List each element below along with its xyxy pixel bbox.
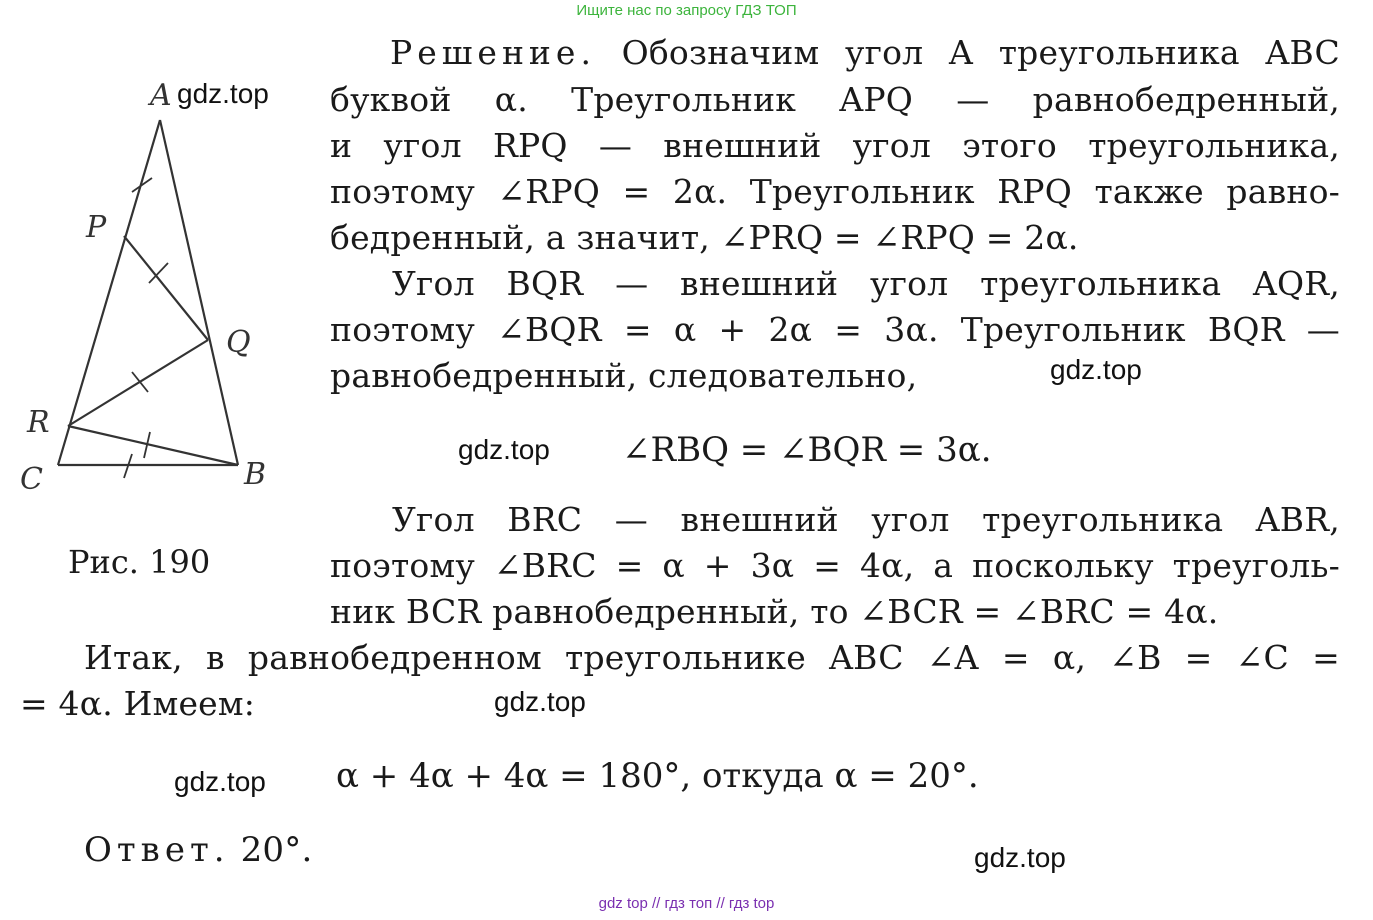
label-r: R bbox=[27, 405, 50, 440]
p3-line-1: Угол BRC — внешний угол треугольника ABR, bbox=[392, 500, 1340, 539]
p3-line-2: поэтому ∠BRC = α + 3α = 4α, а поскольку треуголь- bbox=[330, 546, 1340, 585]
triangle-diagram bbox=[0, 60, 320, 520]
watermark-6: gdz.top bbox=[974, 842, 1066, 873]
segment-rb bbox=[68, 426, 238, 465]
p1-line-4: поэтому ∠RPQ = 2α. Треугольник RPQ также равно- bbox=[330, 172, 1340, 211]
p3-line-3: ник BCR равнобедренный, то ∠BCR = ∠BRC = 4α. bbox=[330, 592, 1219, 631]
tick-qr bbox=[132, 372, 148, 392]
figure-caption: Рис. 190 bbox=[68, 543, 211, 581]
p1-line-1: Решение. Обозначим угол A треугольника ABC bbox=[390, 33, 1340, 72]
label-b: B bbox=[244, 457, 267, 492]
solution-heading: Решение. bbox=[390, 33, 596, 72]
side-ab bbox=[160, 120, 238, 465]
p4-line-1: Итак, в равнобедренном треугольнике ABC ∠A = α, ∠B = ∠C = bbox=[84, 638, 1340, 677]
answer-value: 20°. bbox=[229, 830, 313, 870]
p4-line-2: = 4α. Имеем: bbox=[20, 684, 256, 723]
label-q: Q bbox=[226, 325, 251, 360]
formula-sum: α + 4α + 4α = 180°, откуда α = 20°. bbox=[336, 756, 979, 796]
p2-line-1: Угол BQR — внешний угол треугольника AQR, bbox=[392, 264, 1340, 303]
bottom-banner[interactable]: gdz top // гдз топ // гдз top bbox=[598, 895, 775, 912]
watermark-2: gdz.top bbox=[1050, 354, 1142, 385]
segment-pq bbox=[124, 236, 208, 340]
segment-qr bbox=[68, 340, 208, 426]
watermark-3: gdz.top bbox=[458, 434, 550, 465]
top-banner[interactable]: Ищите нас по запросу ГДЗ ТОП bbox=[576, 2, 797, 19]
p1-line-5: бедренный, а значит, ∠PRQ = ∠RPQ = 2α. bbox=[330, 218, 1079, 257]
p2-line-2: поэтому ∠BQR = α + 2α = 3α. Треугольник BQR — bbox=[330, 310, 1340, 349]
answer-label: Ответ. bbox=[84, 830, 230, 870]
watermark-5: gdz.top bbox=[174, 766, 266, 797]
p2-line-3: равнобедренный, следовательно, bbox=[330, 356, 918, 395]
label-c: C bbox=[20, 462, 43, 497]
watermark-4: gdz.top bbox=[494, 686, 586, 717]
watermark-1: gdz.top bbox=[177, 78, 269, 109]
label-a: A bbox=[150, 78, 172, 113]
label-p: P bbox=[86, 210, 107, 245]
side-ac bbox=[58, 120, 160, 465]
answer-line bbox=[84, 830, 312, 870]
p1-line-3: и угол RPQ — внешний угол этого треугольника, bbox=[330, 126, 1340, 165]
p1-line-2: буквой α. Треугольник APQ — равнобедренный, bbox=[330, 80, 1340, 119]
formula-rbq: ∠RBQ = ∠BQR = 3α. bbox=[622, 430, 992, 470]
